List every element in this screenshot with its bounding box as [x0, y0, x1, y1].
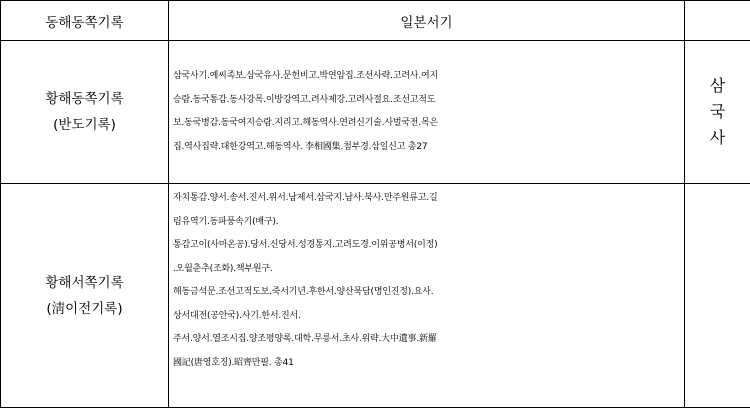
- row-label-west: [1, 184, 169, 408]
- side-blank: [685, 184, 750, 408]
- row-content-east: [169, 41, 685, 184]
- header-nihon-shoki: 일본서기: [169, 1, 685, 41]
- table-row: [1, 184, 750, 408]
- row-label-line: 황해서쪽기록: [45, 274, 124, 291]
- content-line: 자치통감.양서.송서.진서.위서.남제서.삼국지.남사.북사.만주원류고.길: [173, 193, 438, 203]
- content-line: .오월춘추(조화).책부원구.: [173, 263, 273, 274]
- row-label-line: (반도기록): [53, 117, 116, 133]
- header-row: [1, 1, 750, 41]
- side-char: 삼: [709, 76, 726, 95]
- content-line: 해동금석문.조선고적도보.죽서기년.후한서.양산묵담(명인진정).요사.: [173, 287, 434, 297]
- content-line: 삼국사기.예씨족보.삼국유사.문헌비고.박연암집.조선사략.고려사.여지: [173, 71, 438, 81]
- content-line: 주서.양서.열조시집.양조평양록.대학.무릉서.초사.위략.大中遺事.新羅: [173, 334, 437, 344]
- content-line: 보.동국병감.동국여지승람.지리고.해동역사.연려신기술.사벌국전.목은: [173, 118, 438, 128]
- content-line: 림유역기.동파풍속기(배구).: [173, 216, 279, 227]
- content-line: 통감고이(사마온공).당서.신당서.성경통지.고려도경.이위공병서(이정): [173, 240, 438, 250]
- row-label-east: [1, 41, 169, 184]
- content-line: 승람.동국통감.동사강목.이방강역고.려사제강.고려사절요.조선고적도: [173, 94, 436, 105]
- content-line: 상서대전(공안국).사기.한서.진서.: [173, 310, 301, 321]
- side-char: 사: [709, 128, 726, 147]
- row-label-line: (淸이전기록): [46, 300, 123, 317]
- content-line: 집.역사집략.대한강역고.해동역사. 李相國集.첨부경.삼일신고 총27: [173, 141, 428, 152]
- content-line: 國記(唐영호징).昭齊만필. 총41: [173, 357, 294, 368]
- header-east-records: 동해동쪽기록: [1, 1, 169, 41]
- header-blank: [685, 1, 750, 41]
- table-row: [1, 41, 750, 184]
- row-content-west: [169, 184, 685, 408]
- side-label-samguksa: [685, 41, 750, 184]
- row-label-line: 황해동쪽기록: [45, 91, 124, 107]
- side-char: 국: [709, 102, 726, 121]
